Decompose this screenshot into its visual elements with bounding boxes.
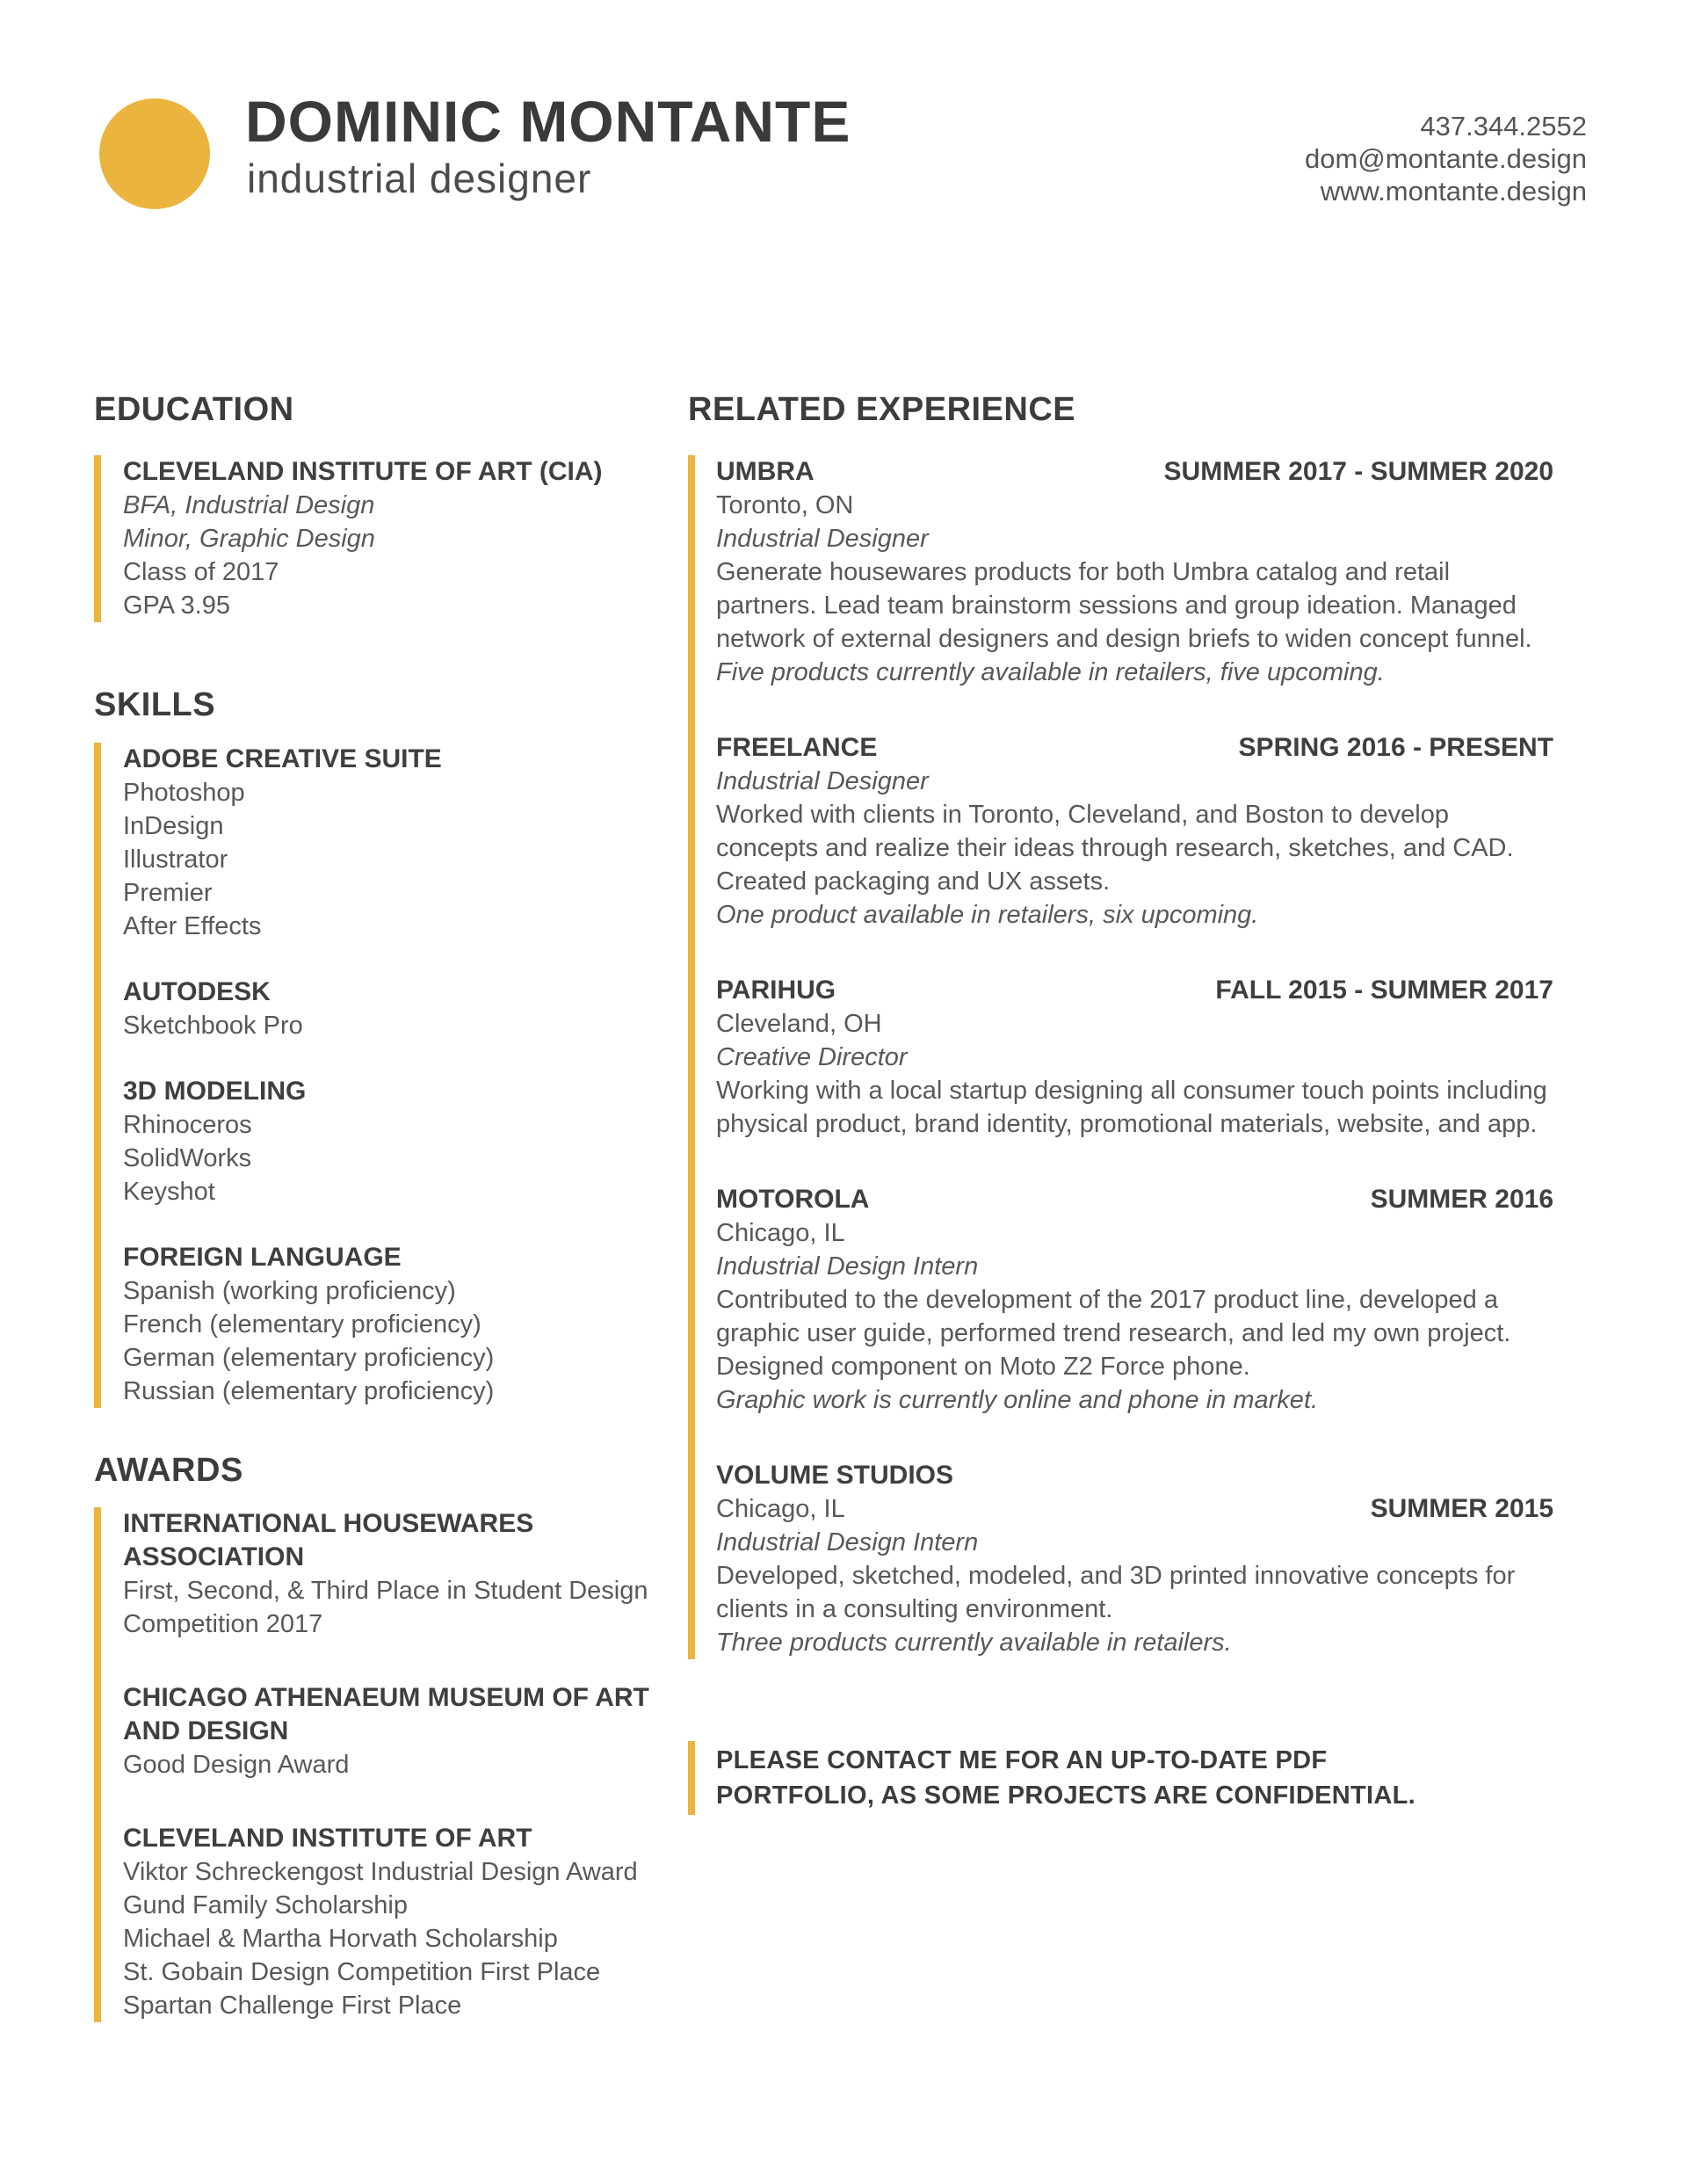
employment-dates: FALL 2015 - SUMMER 2017 <box>1215 976 1553 1005</box>
experience-entry-subheader <box>716 1492 1553 1526</box>
job-note: Three products currently available in retailers. <box>716 1629 1232 1657</box>
education-block <box>94 455 656 622</box>
skills-group-title: ADOBE CREATIVE SUITE <box>123 744 442 773</box>
job-description: Developed, sketched, modeled, and 3D printed innovative concepts for clients in a consulting environment. <box>716 1562 1516 1623</box>
person-name: DOMINIC MONTANTE <box>245 89 851 154</box>
experience-entry-volume-studios <box>716 1459 1553 1659</box>
company-location: Chicago, IL <box>716 1219 845 1247</box>
skill-item: Sketchbook Pro <box>123 1012 303 1040</box>
experience-entry-header <box>716 455 1553 489</box>
job-note: Graphic work is currently online and phone in market. <box>716 1386 1319 1414</box>
education-class-year: Class of 2017 <box>123 558 279 586</box>
skills-group-foreign-language <box>123 1241 656 1408</box>
experience-block <box>688 455 1553 1659</box>
person-title: industrial designer <box>247 156 592 201</box>
contact-info <box>1305 110 1587 207</box>
skill-item: Illustrator <box>123 845 228 874</box>
right-column <box>688 393 1558 1815</box>
job-title: Industrial Designer <box>716 767 929 795</box>
awards-group-title: INTERNATIONAL HOUSEWARES ASSOCIATION <box>123 1509 534 1571</box>
company-location: Chicago, IL <box>716 1495 845 1523</box>
education-school: CLEVELAND INSTITUTE OF ART (CIA) <box>123 457 603 486</box>
awards-group-title: CLEVELAND INSTITUTE OF ART <box>123 1824 532 1853</box>
employment-dates: SUMMER 2017 - SUMMER 2020 <box>1163 457 1553 486</box>
experience-entry-umbra <box>716 455 1553 689</box>
company-name: UMBRA <box>716 457 815 486</box>
company-location: Cleveland, OH <box>716 1010 882 1038</box>
left-column <box>94 393 656 2022</box>
education-minor: Minor, Graphic Design <box>123 525 375 553</box>
experience-heading: RELATED EXPERIENCE <box>688 391 1076 428</box>
company-name: FREELANCE <box>716 733 878 762</box>
employment-dates: SPRING 2016 - PRESENT <box>1238 733 1553 762</box>
skills-group-title: 3D MODELING <box>123 1077 307 1106</box>
skills-block <box>94 743 656 1408</box>
experience-entry-header <box>716 1183 1553 1216</box>
awards-block <box>94 1507 656 2022</box>
job-note: One product available in retailers, six upcoming. <box>716 901 1259 929</box>
job-description: Working with a local startup designing all consumer touch points including physical product, brand identity, promotional materials, website, and app. <box>716 1077 1547 1138</box>
job-description: Generate housewares products for both Umbra catalog and retail partners. Lead team brainstorm sessions and group ideation. Managed network of external designers and design briefs to widen concept funnel. <box>716 558 1532 653</box>
skill-item: Rhinoceros <box>123 1111 252 1139</box>
award-item: Gund Family Scholarship <box>123 1891 408 1919</box>
awards-group-chicago-athenaeum <box>123 1681 656 1781</box>
awards-group-iha <box>123 1507 656 1641</box>
contact-website: www.montante.design <box>1320 176 1587 207</box>
skills-heading: SKILLS <box>94 686 216 723</box>
portfolio-contact-note: PLEASE CONTACT ME FOR AN UP-TO-DATE PDF PORTFOLIO, AS SOME PROJECTS ARE CONFIDENTIAL. <box>688 1741 1479 1815</box>
experience-entry-header <box>716 731 1553 765</box>
award-item: First, Second, & Third Place in Student Design Competition 2017 <box>123 1577 648 1638</box>
experience-entry-header <box>716 1459 1553 1492</box>
job-title: Industrial Designer <box>716 525 929 553</box>
education-heading: EDUCATION <box>94 391 294 428</box>
awards-group-title: CHICAGO ATHENAEUM MUSEUM OF ART AND DESIGN <box>123 1683 649 1745</box>
contact-email: dom@montante.design <box>1305 143 1587 174</box>
job-title: Industrial Design Intern <box>716 1252 979 1281</box>
skills-group-title: AUTODESK <box>123 977 271 1006</box>
award-item: St. Gobain Design Competition First Place <box>123 1958 601 1986</box>
contact-phone: 437.344.2552 <box>1420 111 1587 141</box>
skill-item: SolidWorks <box>123 1144 252 1172</box>
skills-group-3d-modeling <box>123 1075 656 1208</box>
skill-item: InDesign <box>123 812 224 840</box>
skill-item: After Effects <box>123 912 262 940</box>
company-name: MOTOROLA <box>716 1185 870 1214</box>
award-item: Spartan Challenge First Place <box>123 1992 462 2020</box>
company-name: VOLUME STUDIOS <box>716 1461 954 1490</box>
skills-group-adobe <box>123 743 656 943</box>
skill-item: Photoshop <box>123 779 245 807</box>
job-title: Industrial Design Intern <box>716 1528 979 1556</box>
company-location: Toronto, ON <box>716 491 854 519</box>
education-gpa: GPA 3.95 <box>123 591 230 620</box>
skill-item: Russian (elementary proficiency) <box>123 1377 495 1405</box>
job-description: Contributed to the development of the 2017 product line, developed a graphic user guide, performed trend research, and led my own project. Designed component on Moto Z2 Force phone. <box>716 1286 1511 1381</box>
job-description: Worked with clients in Toronto, Cleveland, and Boston to develop concepts and realize their ideas through research, sketches, and CAD. Created packaging and UX assets. <box>716 801 1514 896</box>
award-item: Good Design Award <box>123 1751 350 1779</box>
employment-dates: SUMMER 2015 <box>1370 1494 1553 1523</box>
experience-entry-motorola <box>716 1183 1553 1417</box>
company-name: PARIHUG <box>716 976 836 1005</box>
employment-dates: SUMMER 2016 <box>1370 1185 1553 1214</box>
experience-entry-header <box>716 974 1553 1007</box>
experience-entry-freelance <box>716 731 1553 932</box>
logo-circle <box>99 98 210 209</box>
skill-item: Premier <box>123 879 213 907</box>
skills-group-autodesk <box>123 976 656 1042</box>
job-title: Creative Director <box>716 1043 908 1071</box>
award-item: Viktor Schreckengost Industrial Design Award <box>123 1858 638 1886</box>
award-item: Michael & Martha Horvath Scholarship <box>123 1925 558 1953</box>
skill-item: Keyshot <box>123 1178 215 1206</box>
skills-group-title: FOREIGN LANGUAGE <box>123 1243 402 1272</box>
skill-item: Spanish (working proficiency) <box>123 1277 456 1305</box>
experience-entry-parihug <box>716 974 1553 1141</box>
awards-group-cia <box>123 1822 656 2022</box>
job-note: Five products currently available in retailers, five upcoming. <box>716 658 1385 686</box>
awards-heading: AWARDS <box>94 1452 243 1489</box>
education-degree: BFA, Industrial Design <box>123 491 375 519</box>
skill-item: German (elementary proficiency) <box>123 1344 495 1372</box>
skill-item: French (elementary proficiency) <box>123 1310 481 1339</box>
